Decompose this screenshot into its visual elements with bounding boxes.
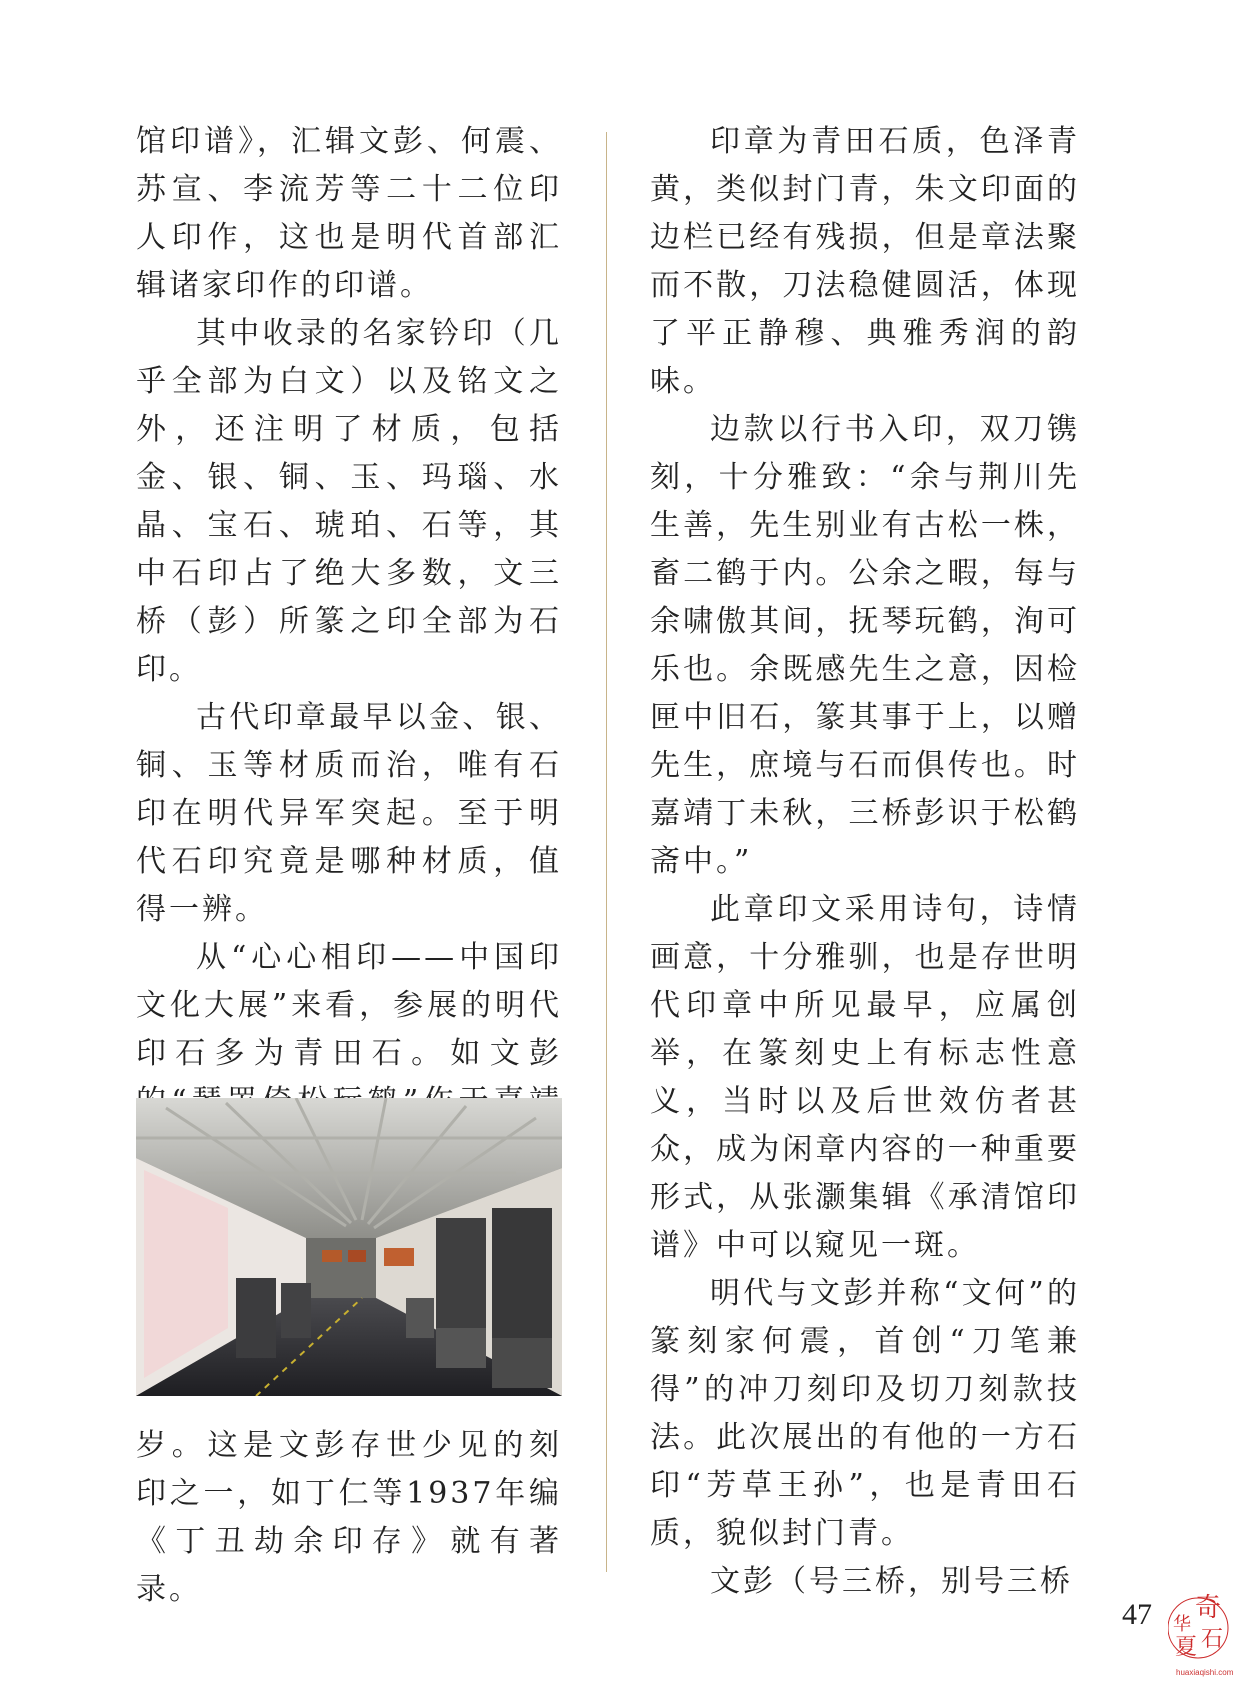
paragraph: 此章印文采用诗句，诗情画意，十分雅驯，也是存世明代印章中所见最早，应属创举，在篆刻史上有标志性意义，当时以及后世效仿者甚众，成为闲章内容的一种重要形式，从张灏集辑《承清馆印谱》中可以窥见一斑。 <box>650 892 1080 1263</box>
paragraph: 古代印章最早以金、银、铜、玉等材质而治，唯有石印在明代异军突起。至于明代石印究竟是哪种材质，值得一辨。 <box>136 700 562 927</box>
logo-char-bottom-left: 夏 <box>1174 1635 1198 1660</box>
logo-char-top: 奇 <box>1194 1593 1222 1623</box>
paragraph: 从“心心相印——中国印文化大展”来看，参展的明代印石多为青田石。如文彭 <box>136 940 562 1071</box>
page-number: 47 <box>1122 1598 1152 1631</box>
logo-char-left: 华 <box>1173 1614 1191 1635</box>
logo-url: huaxiaqishi.com <box>1176 1668 1234 1677</box>
paragraph: 文彭（号三桥，别号三桥 <box>710 1564 1073 1599</box>
paragraph: 馆印谱》，汇辑文彭、何震、苏宣、李流芳等二十二位印人印作，这也是明代首部汇辑诸家印作的印谱。 <box>136 124 562 303</box>
logo-char-bottom-right: 石 <box>1200 1627 1224 1652</box>
seal-icon <box>1168 1588 1232 1668</box>
paragraph: 岁。这是文彭存世少见的刻印之一，如丁仁等1937年编《丁丑劫余印存》就有著录。 <box>136 1428 562 1607</box>
paragraph: 明代与文彭并称“文何”的篆刻家何震，首创“刀笔兼得”的冲刀刻印及切刀刻款技法。此次展出的有他的一方石印“芳草王孙”，也是青田石质，貌似封门青。 <box>650 1276 1080 1551</box>
left-column <box>136 118 562 1222</box>
left-column-continuation <box>136 1422 562 1614</box>
paragraph: 边款以行书入印，双刀镌刻，十分雅致：“余与荆川先生善，先生别业有古松一株，畜二鹤于内。公余之暇，每与余啸傲其间，抚琴玩鹤，洵可乐也。余既感先生之意，因检匣中旧石，篆其事于上，以赠先生，庶境与石而俱传也。时嘉靖丁未秋，三桥彭识于松鹤斋中。” <box>650 412 1080 879</box>
column-divider <box>606 132 607 1572</box>
paragraph: 印章为青田石质，色泽青黄，类似封门青，朱文印面的边栏已经有残损，但是章法聚而不散，刀法稳健圆活，体现了平正静穆、典雅秀润的韵味。 <box>650 124 1080 399</box>
paragraph: 其中收录的名家钤印（几乎全部为白文）以及铭文之外，还注明了材质，包括金、银、铜、玉、玛瑙、水晶、宝石、琥珀、石等，其中石印占了绝大多数，文三桥（彭）所篆之印全部为石印。 <box>136 316 562 687</box>
right-column <box>650 118 1080 1606</box>
site-logo <box>1168 1588 1232 1668</box>
exhibition-hall-illustration <box>136 1098 562 1396</box>
exhibition-hall-photo <box>136 1098 562 1396</box>
